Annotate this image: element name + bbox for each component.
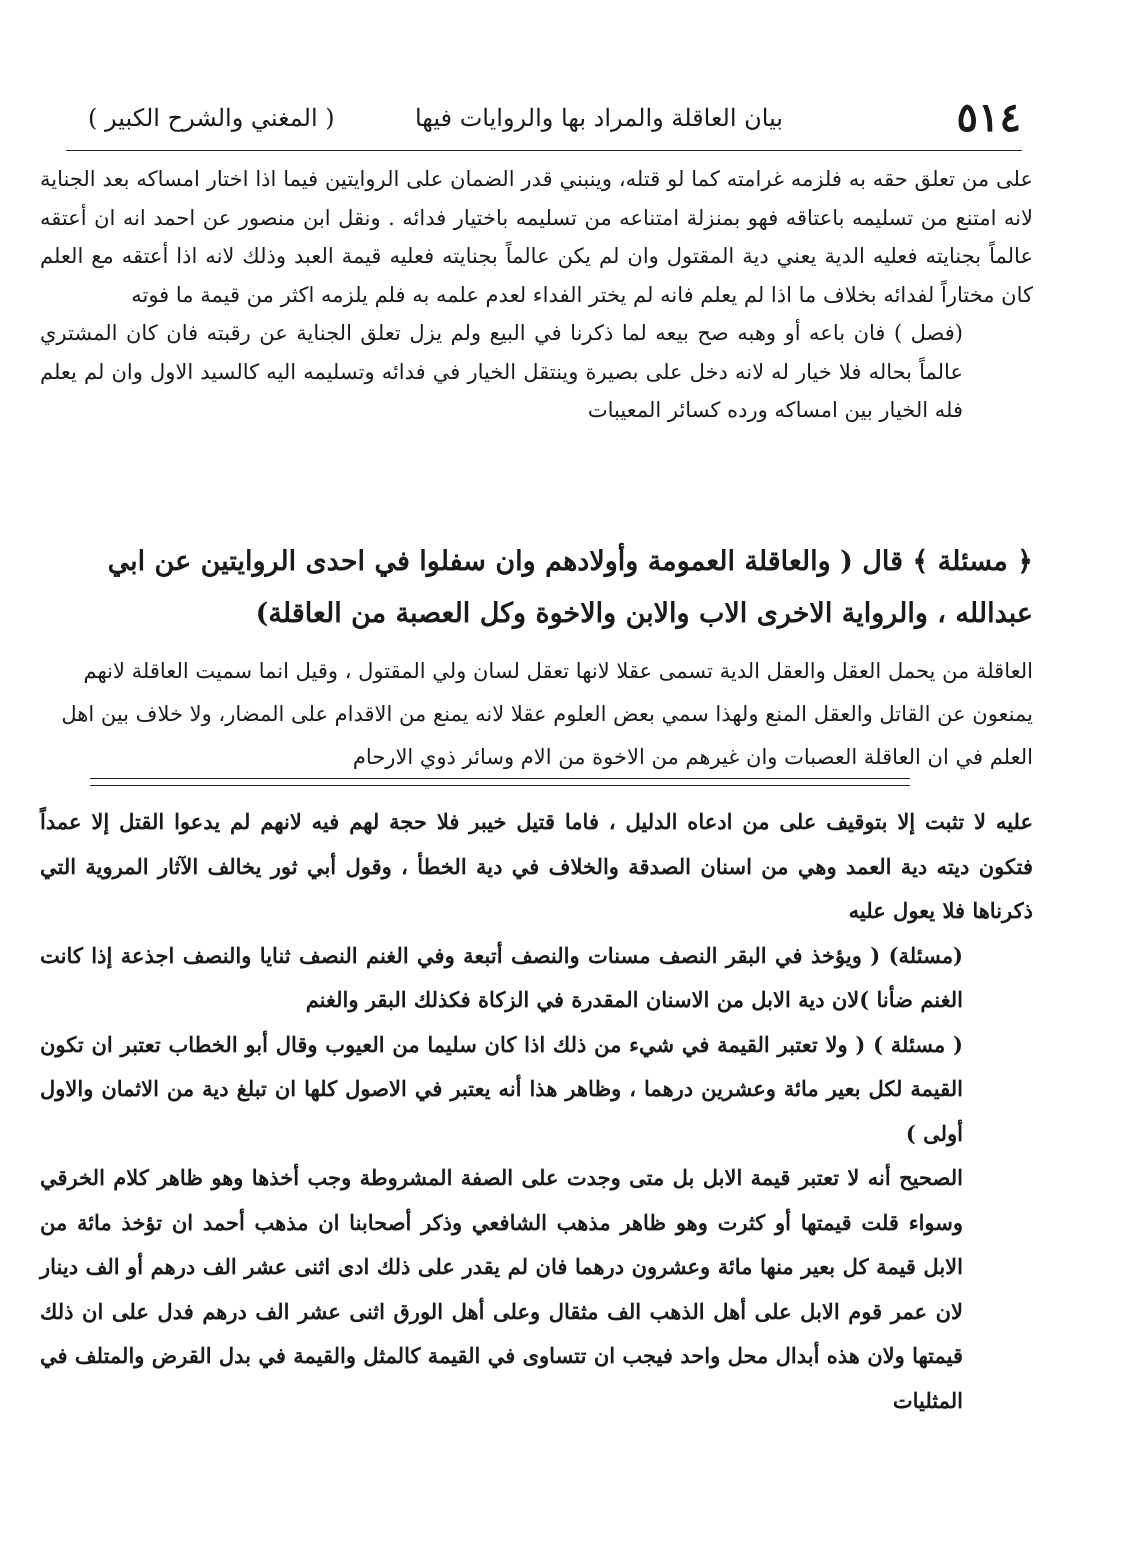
header-rule xyxy=(66,150,1022,151)
lower-paragraph-3: ( مسئلة ) ( ولا تعتبر القيمة في شيء من ذلك اذا كان سليما من العيوب وقال أبو الخطاب تعتبر ان تكون القيمة لكل بعير مائة وعشرين درهما ، وظاهر هذا أنه يعتبر في الاصول كلها ان تبلغ دية من الاثمان والاول أولى ) xyxy=(40,1031,963,1146)
sharh-paragraph: العاقلة من يحمل العقل والعقل الدية تسمى عقلا لانها تعقل لسان ولي المقتول ، وقيل انما سميت العاقلة لانهم يمنعون عن القاتل والعقل المنع ولهذا سمي بعض العلوم عقلا لانه يمنع من الاقدام على المضار، ولا خلاف بين اهل العلم في ان العاقلة العصبات وان غيرهم من الاخوة من الام وسائر ذوي الارحام xyxy=(61,659,1033,769)
upper-paragraph-1: على من تعلق حقه به فلزمه غرامته كما لو قتله، وينبني قدر الضمان على الروايتين فيما اذا اختار امساكه بعد الجناية لانه امتنع من تسليمه باعتاقه فهو بمنزلة امتناعه من تسليمه باختيار فدائه . ونقل ابن منصور عن احمد انه ان أعتقه عالماً بجنايته فعليه الدية يعني دية المقتول وان لم يكن عالماً بجنايته فعليه قيمة العبد وذلك لانه اذا أعتقه مع العلم كان مختاراً لفدائه بخلاف ما اذا لم يعلم فانه لم يختر الفداء لعدم علمه به فلم يلزمه اكثر من قيمة ما فوته xyxy=(40,167,1033,307)
lower-paragraph-1: عليه لا تثبت إلا بتوقيف على من ادعاه الدليل ، فاما قتيل خيبر فلا حجة لهم فيه لانهم لم يدعوا القتل إلا عمداً فتكون ديته دية العمد وهي من اسنان الصدقة والخلاف في دية الخطأ ، وقول أبي ثور يخالف الآثار المروية التي ذكرناها فلا يعول عليه xyxy=(40,809,1033,923)
lower-paragraph-4: الصحيح أنه لا تعتبر قيمة الابل بل متى وجدت على الصفة المشروطة وجب أخذها وهو ظاهر كلام الخرقي وسواء قلت قيمتها أو كثرت وهو ظاهر مذهب الشافعي وذكر أصحابنا ان مذهب أحمد ان تؤخذ مائة من الابل قيمة كل بعير منها مائة وعشرون درهما فان لم يقدر على ذلك ادى اثنى عشر الف درهم أو الف دينار لان عمر قوم الابل على أهل الذهب الف مثقال وعلى أهل الورق اثنى عشر الف درهم فدل على ان ذلك قيمتها ولان هذه أبدال محل واحد فيجب ان تتساوى في القيمة كالمثل والقيمة في بدل القرض والمتلف في المثليات xyxy=(40,1165,963,1413)
upper-text-section xyxy=(40,160,1033,430)
upper-paragraph-fasl: (فصل ) فان باعه أو وهبه صح بيعه لما ذكرنا في البيع ولم يزل تعلق الجناية عن رقبته فان كان المشتري عالماً بحاله فلا خيار له لانه دخل على بصيرة وينتقل الخيار في فدائه وتسليمه اليه كالسيد الاول وان لم يعلم فله الخيار بين امساكه ورده كسائر المعيبات xyxy=(40,321,963,422)
book-title: ( المغني والشرح الكبير ) xyxy=(88,104,335,132)
double-divider xyxy=(90,778,910,786)
masala-heading xyxy=(40,536,1033,640)
page-number: ٥١٤ xyxy=(956,94,1021,141)
lower-text-section xyxy=(40,800,1033,1423)
masala-text: قال ( والعاقلة العمومة وأولادهم وان سفلوا في احدى الروايتين عن ابي عبدالله ، والرواية الاخرى الاب والابن والاخوة وكل العصبة من العاقلة) xyxy=(107,546,1033,629)
masala-label: ﴿ مسئلة ﴾ xyxy=(912,546,1033,577)
section-title: بيان العاقلة والمراد بها والروايات فيها xyxy=(414,104,783,132)
lower-paragraph-2: (مسئلة) ( ويؤخذ في البقر النصف مسنات والنصف أتبعة وفي الغنم النصف ثنايا والنصف اجذعة إذا كانت الغنم ضأنا )لان دية الابل من الاسنان المقدرة في الزكاة فكذلك البقر والغنم xyxy=(40,942,963,1012)
page-header xyxy=(88,94,1033,144)
